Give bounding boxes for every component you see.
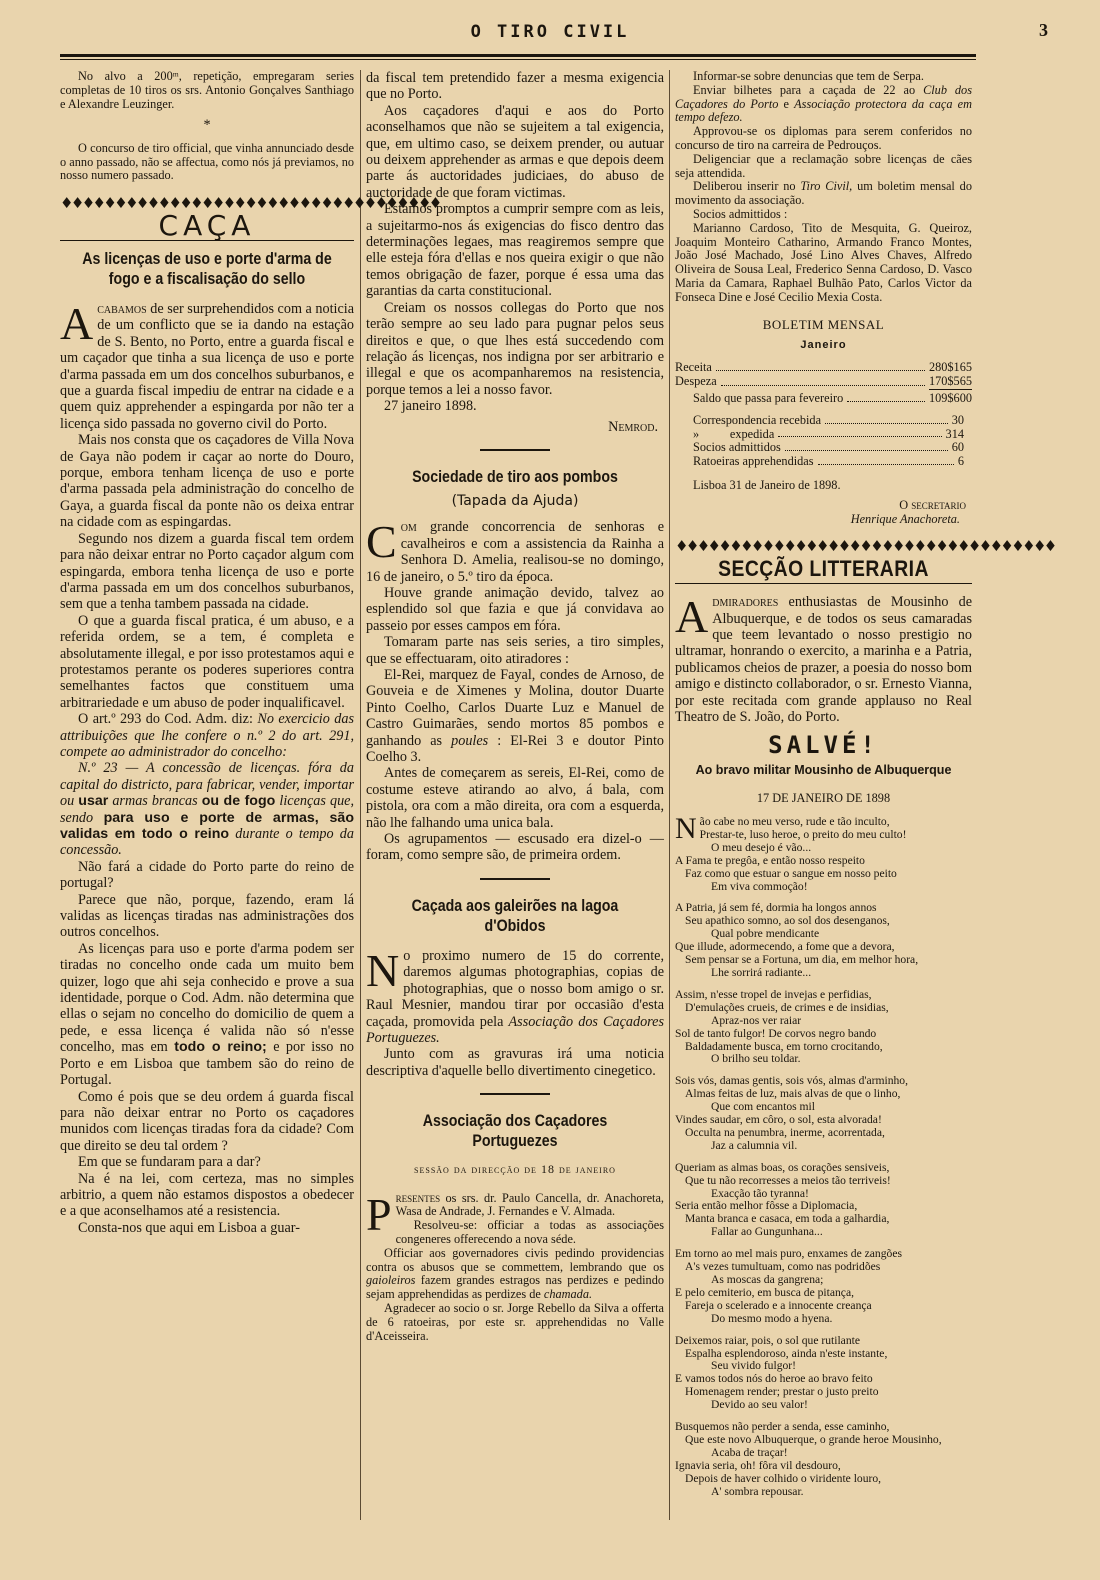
paragraph: Socios admittidos : [693,206,788,221]
poem-line: Apraz-nos ver raiar [711,1013,802,1027]
poem-stanza [675,1075,972,1152]
divider [675,583,972,584]
poem-line: Busquemos não perder a senda, esse caminho, [675,1420,890,1434]
poem-line: Que este novo Albuquerque, o grande heroe Mousinho, [685,1432,942,1446]
poem-line: Ignavia seria, oh! fôra vil desdouro, [675,1458,841,1472]
drop-cap: N [366,944,400,996]
poem-line: Do mesmo modo a hyena. [711,1311,833,1325]
drop-cap: P [366,1188,392,1240]
column-3 [675,69,1055,1508]
paragraph: Segundo nos dizem a guarda fiscal tem ordem para não deixar entrar no Porto caçador algum com espingarda, embora tenha licença de uso e porte d'arma passada em um dos concelhos suburbanos, sem que a tenha tambem passada na cidade. [60,530,354,613]
paragraph: Resolveu-se: officiar a todas as associações congeneres offerecendo a nova séde. [395,1218,664,1246]
drop-cap: N [675,812,697,845]
article-title: As licenças de uso e porte d'arma de fogo e a fiscalisação do sello [82,250,332,288]
poem-line: Lhe sorrirá radiante... [711,965,812,979]
section-title: SECÇÃO LITTERARIA [718,555,929,581]
poem-line: Queriam as almas boas, os corações sensiveis, [675,1160,890,1174]
poem-line: Manta branca e casaca, em toda a galhardia, [685,1212,890,1226]
secretary-name: Henrique Anachoreta. [850,511,960,526]
poem-stanza [675,1335,972,1412]
poem-line: E vamos todos nós do heroe ao bravo feito [675,1372,873,1386]
paragraph: Tomaram parte nas seis series, a tiro simples, que se effectuaram, oito atiradores : [366,634,664,667]
poem-line: Fareja o scelerado e a innocente creança [685,1298,872,1312]
poem-line: Vindes saudar, em côro, o sol, esta alvorada! [675,1113,882,1127]
paragraph: As licenças para uso e porte d'arma podem ser tiradas no concelho onde cada um muito bem quizer, logo que ahi seja conhecido e prove a sua identidade, porque o Cod. Adm. não determina que ellas o sejam no concelho do domicilio de quem a pede, e essa licença é valida não só n'esse concelho, mas em todo o reino; e por isso no Porto e em Lisboa que tambem são do reino de Portugal. [60,940,354,1089]
poem-stanza [675,1248,972,1325]
poem-line: Que com encantos mil [711,1100,815,1114]
poem-line: Occulta na penumbra, inerme, acorrentada, [685,1125,885,1139]
poem-line: O meu desejo é vão... [711,840,812,854]
article-subtitle: (Tapada da Ajuda) [451,492,579,509]
paragraph: Como é pois que se deu ordem á guarda fiscal para não deixar entrar no Porto os caçadores munidos com licenças tiradas fora da cidade? Com que direito se deu tal ordem ? [60,1088,354,1154]
session-label: sessão da direcção de 18 de janeiro [414,1162,616,1177]
column-divider [360,70,361,1520]
poem-line: Deixemos raiar, pois, o sol que rutilante [675,1333,860,1347]
article-date: 27 janeiro 1898. [384,398,477,415]
divider [480,449,550,451]
poem-line: Sem pensar se a Fortuna, um dia, em melhor hora, [685,953,919,967]
poem-dedication: Ao bravo militar Mousinho de Albuquerque [695,762,952,777]
paragraph: Creiam os nossos collegas do Porto que nos terão sempre ao seu lado para pugnar pelos seus direitos e que, o que lhes está succedendo com relação ás licenças, nos indigna por ser arbitrario e illegal e que os acompanharemos na resistencia, porque temos a lei a nosso favor. [366,299,664,398]
poem-line: Acaba de traçar! [711,1445,788,1459]
paragraph: Não fará a cidade do Porto parte do reino de portugal? [60,858,354,892]
drop-cap: C [366,516,397,568]
article-title: Sociedade de tiro aos pombos [412,467,618,486]
paragraph: Deliberou inserir no Tiro Civil, um boletim mensal do movimento da associação. [675,179,972,208]
poem-title: SALVÉ! [768,731,879,760]
poem-line: Jaz a calumnia vil. [711,1138,798,1152]
poem-line: Em torno ao mel mais puro, enxames de zangões [675,1247,902,1261]
poem-line: Devido ao seu valor! [711,1398,808,1412]
bulletin-row: Despeza 170$565 [675,374,972,389]
paragraph: da fiscal tem pretendido fazer a mesma exigencia que no Porto. [366,70,664,103]
lead-paragraph: No proximo numero de 15 do corrente, daremos algumas photographias, copias de photographias, que o nosso bom amigo o sr. Raul Mesnier, mandou tirar por occasião d'esta caçada, promovida pela Associação dos Caçadores Portuguezes. [366,944,664,1046]
paragraph: Agradecer ao socio o sr. Jorge Rebello da Silva a offerta de 6 ratoeiras, por este sr. apprehendidas no Valle d'Aceisseira. [366,1300,664,1343]
bulletin-row: Ratoeiras apprehendidas 6 [693,454,964,469]
poem-line: Que tu não recorresses a meios tão terriveis! [685,1173,891,1187]
paragraph: Consta-nos que aqui em Lisboa a guar- [78,1219,300,1236]
lead-paragraph: Admiradores enthusiastas de Mousinho de Albuquerque, e de todos os seus camaradas que teem levantado o nosso prestigio no ultramar, honrando o exercito, a marinha e a Patria, publicamos cheios de prazer, a poesia do nosso bom amigo e distincto collaborador, o sr. Ernesto Vianna, por este recitada com grande applauso no Real Theatro de S. João, do Porto. [675,591,972,725]
poem [675,812,972,1499]
poem-line: Faz como que estuar o sangue em nosso peito [685,866,897,880]
paragraph: N.º 23 — A concessão de licenças. fóra da capital do districto, para fabricar, vender, importar ou usar armas brancas ou de fogo licenças que, sendo para uso e porte de armas, são validas em todo o reino durante o tempo da concessão. [60,760,355,859]
column-2 [366,70,664,1343]
secretary-title: O secretario [899,497,966,512]
article-title: Associação dos Caçadores Portuguezes [422,1112,608,1151]
bulletin-row: Saldo que passa para fevereiro 109$600 [693,390,972,405]
poem-stanza [675,812,972,893]
poem-line: Espalha esplendoroso, ainda n'este instante, [685,1346,888,1360]
column-divider [669,70,670,1520]
article-signature: Nemrod. [608,418,658,435]
divider [480,1093,550,1095]
poem-stanza [675,902,972,979]
bulletin-table [675,361,972,469]
bulletin-date: Lisboa 31 de Janeiro de 1898. [693,477,841,492]
paragraph: Em que se fundaram para a dar? [78,1154,261,1171]
poem-line: As moscas da gangrena; [711,1273,824,1286]
poem-line: Que illude, adormecendo, a fome que a devora, [675,940,895,954]
paragraph: O art.º 293 do Cod. Adm. diz: No exercicio das attribuições que lhe confere o n.º 2 do art. 291, compete ao administrador do concelho: [60,711,354,760]
divider [480,878,550,880]
poem-stanza [675,1421,972,1498]
poem-line: A's vezes tumultuam, como nas podridões [685,1260,881,1274]
paragraph: Approvou-se os diplomas para serem conferidos no concurso de tiro na carreira de Pedrouços. [675,124,972,152]
poem-line: Qual pobre mendicante [711,927,820,941]
poem-line: Seu vivido fulgor! [711,1359,797,1373]
page-number: 3 [1039,20,1048,40]
paragraph: Houve grande animação devido, talvez ao esplendido sol que fazia e que já convidava ao passeio por esses campos em fóra. [366,584,664,634]
paragraph: Os agrupamentos — escusado era dizel-o — foram, como sempre são, de primeira ordem. [366,831,664,864]
paragraph: Antes de começarem as sereis, El-Rei, como de costume esteve atirando ao alvo, á bala, com pistola, ora com a mão direita, ora com a esquerda, não lhe falhando uma unica bala. [366,765,664,831]
poem-stanza [675,989,972,1066]
bulletin-row: Socios admittidos 60 [693,440,964,455]
bulletin-row: » expedida 314 [693,426,964,441]
poem-line: Seria então melhor fôsse a Diplomacia, [675,1199,858,1213]
ornamental-border: ♦♦♦♦♦♦♦♦♦♦♦♦♦♦♦♦♦♦♦♦♦♦♦♦♦♦♦♦♦♦♦♦♦♦♦ [60,194,440,213]
page-header [60,20,1048,48]
poem-line: A Fama te pregôa, e então nosso respeito [675,853,865,867]
section-title: CAÇA [158,208,256,242]
bulletin-row: Receita 280$165 [675,360,972,375]
paragraph: Mais nos consta que os caçadores de Villa Nova de Gaya não podem ir caçar ao norte do Douro, porque, embora tenham licença de uso e porte d'arma passada pela administração do concelho de Gaya, a guarda fiscal da ponte não os deixa entrar na cidade com as espingardas. [60,432,354,531]
poem-line: Homenagem render; prestar o justo preito [685,1385,879,1399]
star-separator: * [203,117,211,134]
lead-paragraph: Com grande concorrencia de senhoras e cavalheiros e com a assistencia da Rainha a Senhora D. Amelia, realisou-se no domingo, 16 de janeiro, o 5.º tiro da época. [366,516,664,585]
poem-line: A' sombra repousar. [711,1484,804,1498]
paragraph: Enviar bilhetes para a caçada de 22 ao Club dos Caçadores do Porto e Associação protectora da caça em tempo defezo. [675,82,972,125]
poem-line: ão cabe no meu verso, rude e tão inculto, [699,815,890,828]
drop-cap: A [675,591,709,643]
paragraph: Estamos promptos a cumprir sempre com as leis, a sujeitarmo-nos ás exigencias do fisco dentro das determinações legaes, mas reagiremos sempre que elle esteja fóra d'ellas e nos queira exigir o que não temos obrigação de fazer, porque é essa uma das garantias da carta constitucional. [366,201,664,300]
paragraph: Informar-se sobre denuncias que tem de Serpa. [693,69,924,83]
poem-line: Baldadamente busca, em torno crocitando, [685,1039,883,1053]
poem-line: Em viva commoção! [711,879,808,893]
paragraph: Marianno Cardoso, Tito de Mesquita, G. Queiroz, Joaquim Monteiro Catharino, Armando Franco Montes, João José Machado, José Lino Alves Chaves, Alfredo Oliveira de Sousa Leal, Frederico Senna Cardoso, D. Vasco Maria da Camara, Raphael Bulhão Pato, Carlos Victor da Fonseca Dine e José Cecilio Mexia Costa. [675,220,972,304]
poem-line: A Patria, já sem fé, dormia ha longos annos [675,901,877,915]
poem-line: Assim, n'esse tropel de invejas e perfidias, [675,987,872,1001]
poem-line: Prestar-te, luso heroe, o preito do meu culto! [699,827,907,841]
poem-line: Fallar ao Gungunhana... [711,1225,823,1239]
poem-line: Almas feitas de luz, mais alvas de que o linho, [685,1087,901,1101]
bulletin-title: BOLETIM MENSAL [762,316,885,332]
poem-line: Sois vós, damas gentis, sois vós, almas d'arminho, [675,1074,908,1088]
poem-line: Sol de tanto fulgor! De corvos negro bando [675,1026,877,1040]
poem-line: Exacção tão tyranna! [711,1186,809,1200]
article-title: Caçada aos galeirões na lagoa d'Obidos [411,896,619,935]
poem-line: Depois de haver colhido o viridente louro, [685,1471,882,1485]
paragraph: Aos caçadores d'aqui e aos do Porto aconselhamos que não se sujeitem a tal exigencia, que, em ultimo caso, se deixem prender, ou autuar ou deixem apprehender as armas e que depois deem parte ás auctoridades judiciaes, do abuso de auctoridade de que foram victimas. [366,102,664,201]
poem-line: Seu apathico somno, ao sol dos desenganos, [685,914,890,928]
paragraph: O que a guarda fiscal pratica, é um abuso, e a referida ordem, se a tem, é completa e absolutamente illegal, e por isso protestamos aqui e protestamos perante os poderes superiores contra semelhantes factos que constituem uma arbitrariedade e um abuso de poder inqualificavel. [60,612,354,711]
poem-line: O brilho seu toldar. [711,1052,801,1066]
paragraph: El-Rei, marquez de Fayal, condes de Arnoso, de Gouveia e de Ximenes y Molina, doutor Duarte Pinto Coelho, Carlos Duarte Luz e Manuel de Castro Guimarães, sendo mortos 85 pombos e ganhando as poules : El-Rei 3 e doutor Pinto Coelho 3. [366,667,664,766]
paragraph: Na é na lei, com certeza, mas no simples arbitrio, a quem não estamos dispostos a obedecer e a que aconselhamos até a resistencia. [60,1170,354,1220]
poem-line: E pelo cemiterio, em busca de pitança, [675,1285,854,1299]
lead-paragraph: Acabamos de ser surprehendidos com a noticia de um conflicto que se ia dando na estação de S. Bento, no Porto, entre a guarda fiscal e um caçador que tinha a sua licença de uso e porte d'arma passada em um dos concelhos suburbanos, e que a guarda fiscal impediu de entrar na cidade e a quem quiz apprehender a espingarda por não ter a licença sido passada no governo civil do Porto. [60,298,354,432]
paragraph: Officiar aos governadores civis pedindo providencias contra os abusos que se commettem, lembrando que os gaioleiros fazem grandes estragos nas perdizes e pedindo sejam apprehendidas as perdizes de chamada. [366,1245,664,1302]
poem-stanza [675,1162,972,1239]
bulletin-month: Janeiro [800,338,847,351]
paragraph: Parece que não, porque, fazendo, eram lá validas as licenças tiradas nas administrações dos outros concelhos. [60,891,354,941]
masthead-title: O TIRO CIVIL [470,22,630,42]
header-rule [60,54,976,60]
ornamental-border: ♦♦♦♦♦♦♦♦♦♦♦♦♦♦♦♦♦♦♦♦♦♦♦♦♦♦♦♦♦♦♦♦♦♦♦ [675,537,1055,556]
paragraph: Junto com as gravuras irá uma noticia descriptiva d'aquelle bello divertimento cinegetico. [366,1046,664,1079]
paragraph: Deligenciar que a reclamação sobre licenças de cães seja attendida. [675,151,972,180]
poem-date: 17 DE JANEIRO DE 1898 [756,791,891,806]
lead-paragraph: Presentes os srs. dr. Paulo Cancella, dr. Anachoreta, Wasa de Andrade, J. Fernandes e V. Almada. [366,1188,664,1240]
paragraph: O concurso de tiro official, que vinha annunciado desde o anno passado, não se affectua, como nós já previamos, no nosso numero passado. [60,140,354,183]
poem-line: D'emulações crueis, de crimes e de insidias, [685,1000,889,1014]
drop-cap: A [60,298,94,349]
paragraph: No alvo a 200ᵐ, repetição, empregaram series completas de 10 tiros os srs. Antonio Gonçalves Santhiago e Alexandre Leuzinger. [60,69,354,111]
bulletin-row: Correspondencia recebida 30 [693,412,964,427]
